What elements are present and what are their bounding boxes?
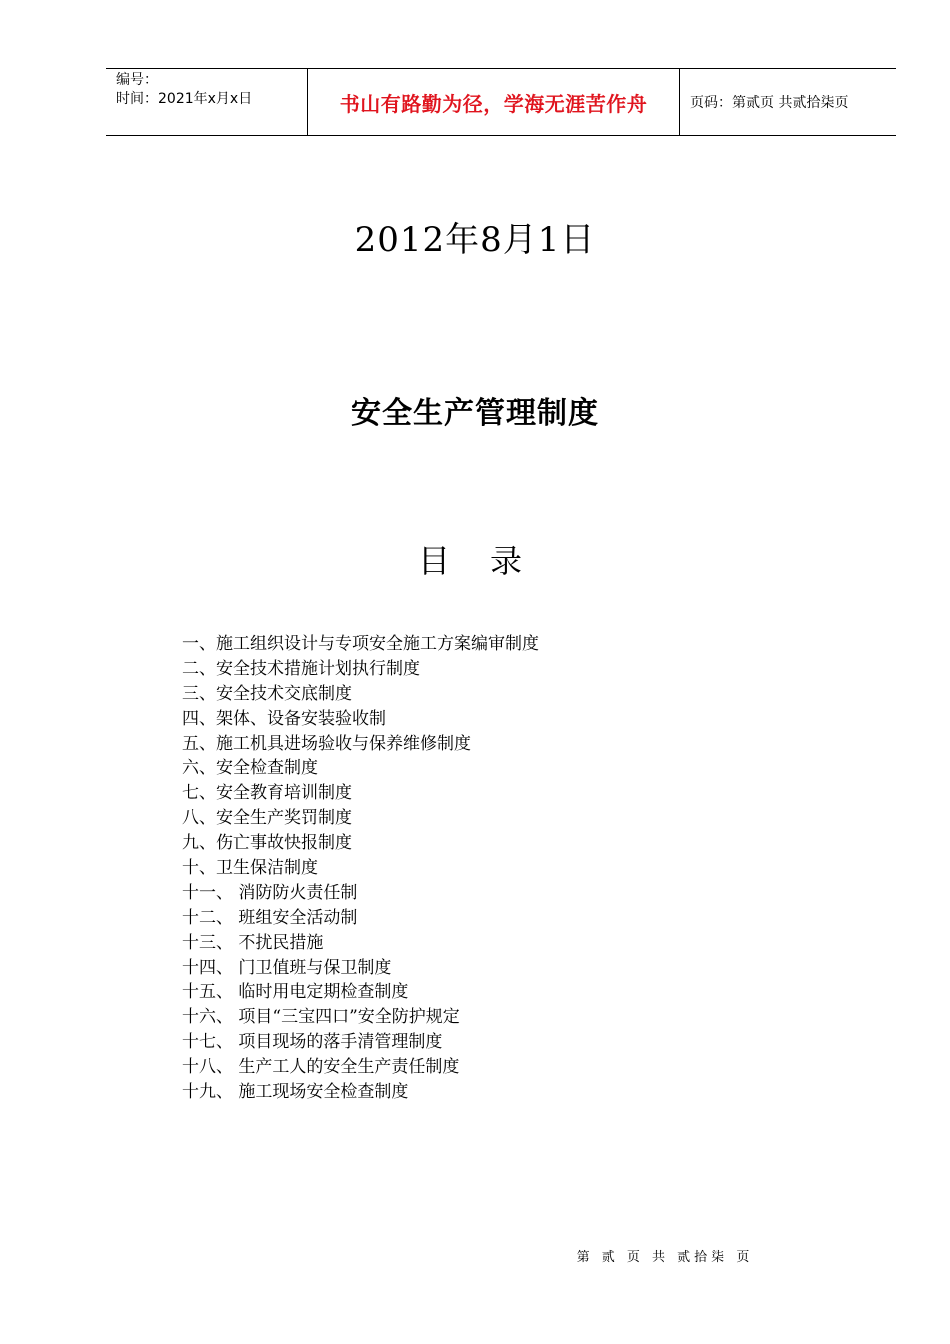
toc-item: 七、安全教育培训制度 (182, 783, 352, 804)
toc-item: 十八、 生产工人的安全生产责任制度 (182, 1057, 460, 1078)
toc-item: 二、安全技术措施计划执行制度 (182, 658, 420, 679)
toc-title: 目录 (417, 542, 562, 580)
page-info: 页码：第贰页 共贰拾柒页 (690, 95, 849, 111)
number-label: 编号： (116, 72, 158, 88)
toc-item: 四、架体、设备安装验收制 (182, 708, 386, 729)
toc-item: 十三、 不扰民措施 (182, 932, 324, 953)
page-footer: 第 贰 页 共 贰拾柒 页 (576, 1250, 754, 1265)
toc-item: 三、安全技术交底制度 (182, 683, 352, 704)
toc-item: 十九、 施工现场安全检查制度 (182, 1082, 409, 1103)
toc-item: 十七、 项目现场的落手清管理制度 (182, 1032, 443, 1053)
toc-item: 十二、 班组安全活动制 (182, 907, 358, 928)
document-title: 安全生产管理制度 (351, 396, 599, 431)
table-of-contents (182, 632, 539, 1105)
time-label: 时间：2021年x月x日 (116, 91, 253, 107)
header-table (106, 68, 896, 136)
toc-item: 十一、 消防防火责任制 (182, 882, 358, 903)
toc-item: 九、伤亡事故快报制度 (182, 833, 352, 854)
document-date: 2012年8月1日 (354, 220, 596, 260)
toc-item: 六、安全检查制度 (182, 758, 318, 779)
toc-item: 十五、 临时用电定期检查制度 (182, 982, 409, 1003)
motto: 书山有路勤为径，学海无涯苦作舟 (308, 69, 680, 135)
toc-item: 五、施工机具进场验收与保养维修制度 (182, 733, 471, 754)
header-meta-cell (106, 69, 308, 135)
toc-item: 八、安全生产奖罚制度 (182, 808, 352, 829)
toc-item: 十六、 项目“三宝四口”安全防护规定 (182, 1007, 460, 1028)
toc-item: 一、施工组织设计与专项安全施工方案编审制度 (182, 634, 539, 654)
toc-item: 十、卫生保洁制度 (182, 858, 318, 879)
toc-item: 十四、 门卫值班与保卫制度 (182, 957, 392, 978)
